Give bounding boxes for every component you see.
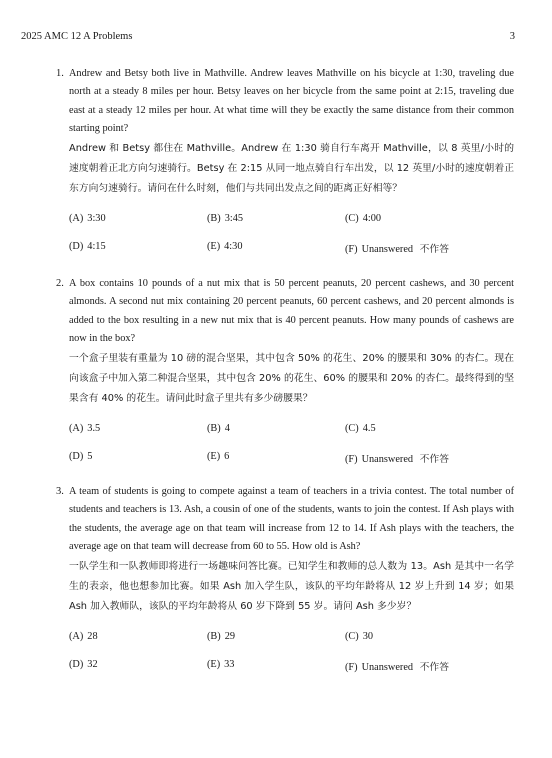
choice-c: (C) 4.5 — [345, 423, 376, 435]
problem-2 — [50, 275, 514, 477]
choice-e: (E) 6 — [207, 451, 230, 463]
answer-choices — [69, 205, 514, 267]
problem-text-english: A box contains 10 pounds of a nut mix that is 50 percent peanuts, 20 percent cashews, and 30 percent almonds. A second nut mix containing 20 percent peanuts, 60 percent cashews, and 20 percent almonds is added to the box resulting in a new nut mix that is 40 percent peanuts. How many pounds of cashews are now in the box? — [69, 278, 514, 344]
page-number: 3 — [509, 31, 515, 42]
page-header-title: 2025 AMC 12 A Problems — [21, 31, 133, 42]
choice-c: (C) 4:00 — [345, 213, 382, 225]
answer-choices — [69, 623, 514, 685]
choice-d: (D) 32 — [69, 659, 98, 671]
problem-text-chinese: 一队学生和一队教师即将进行一场趣味问答比赛。已知学生和教师的总人数为 13。Ash 是其中一名学生的表亲，他也想参加比赛。如果 Ash 加入学生队，该队的平均年龄将从 12 岁上升到 14 岁；如果 Ash 加入教师队，该队的平均年龄将从 60 岁下降到 55 岁。请问 Ash 多少岁？ — [69, 561, 514, 613]
problem-1 — [50, 65, 514, 267]
problem-number: 2. — [56, 278, 64, 289]
choice-b: (B) 3:45 — [207, 213, 244, 225]
problem-text-english: A team of students is going to compete against a team of teachers in a trivia contest. The total number of students and teachers is 13. Ash, a cousin of one of the students, wants to join the contest. If Ash plays with the students, the average age on that team will increase from 12 to 14. If Ash plays with the teachers, the average age on that team will decrease from 60 to 55. How old is Ash? — [69, 486, 514, 552]
choice-f: (F) Unanswered 不作答 — [345, 244, 450, 256]
choice-d: (D) 4:15 — [69, 241, 106, 253]
choice-f: (F) Unanswered 不作答 — [345, 454, 450, 466]
problem-text-english: Andrew and Betsy both live in Mathville. Andrew leaves Mathville on his bicycle at 1:30, traveling due north at a steady 8 miles per hour. Betsy leaves on her bicycle from the same point at 2:15, traveling due east at a steady 12 miles per hour. At what time will they be exactly the same distance from their common starting point? — [69, 68, 514, 134]
choice-b: (B) 29 — [207, 631, 236, 643]
choice-e: (E) 33 — [207, 659, 235, 671]
choice-a: (A) 3.5 — [69, 423, 101, 435]
problem-text-chinese: 一个盒子里装有重量为 10 磅的混合坚果，其中包含 50% 的花生、20% 的腰果和 30% 的杏仁。现在向该盒子中加入第二种混合坚果，其中包含 20% 的花生、60% 的腰果和 20% 的杏仁。最终得到的坚果含有 40% 的花生。请问此时盒子里共有多少磅腰果？ — [69, 353, 514, 405]
choice-d: (D) 5 — [69, 451, 93, 463]
answer-choices — [69, 415, 514, 477]
choice-b: (B) 4 — [207, 423, 230, 435]
problem-number: 3. — [56, 486, 64, 497]
problem-3 — [50, 483, 514, 685]
choice-a: (A) 28 — [69, 631, 98, 643]
choice-a: (A) 3:30 — [69, 213, 106, 225]
choice-f: (F) Unanswered 不作答 — [345, 662, 450, 674]
choice-c: (C) 30 — [345, 631, 374, 643]
problem-number: 1. — [56, 68, 64, 79]
choice-e: (E) 4:30 — [207, 241, 243, 253]
problem-text-chinese: Andrew 和 Betsy 都住在 Mathville。Andrew 在 1:30 骑自行车离开 Mathville，以 8 英里/小时的速度朝着正北方向匀速骑行。Betsy 在 2:15 从同一地点骑自行车出发，以 12 英里/小时的速度朝着正东方向匀速骑行。请问在什么时刻，他们与共同出发点之间的距离正好相等？ — [69, 143, 514, 195]
